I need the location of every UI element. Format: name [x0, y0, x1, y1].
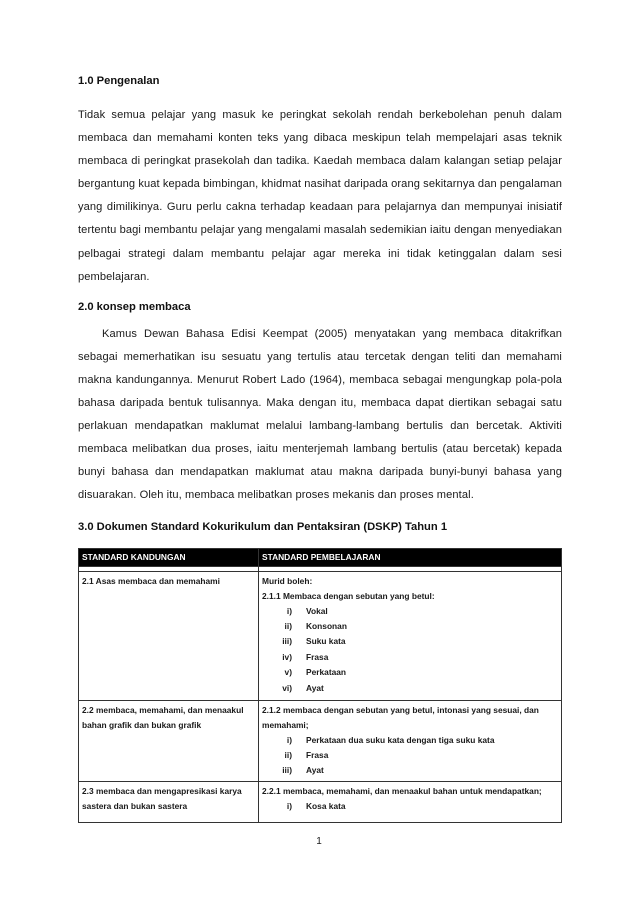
list-item: ii) Frasa — [284, 749, 329, 760]
list-item: i) Vokal — [286, 605, 328, 616]
list-item: i) Perkataan dua suku kata dengan tiga suku kata — [286, 734, 495, 745]
pembelajaran-list — [262, 604, 558, 696]
pembelajaran-cell — [259, 700, 562, 781]
pembelajaran-list — [262, 799, 558, 814]
list-item: i) Kosa kata — [286, 800, 346, 811]
page-content — [78, 74, 562, 823]
section-heading-konsep-membaca: 2.0 konsep membaca — [78, 300, 191, 313]
pembelajaran-intro: Murid boleh: — [262, 575, 313, 586]
kandungan-cell: 2.1 Asas membaca dan memahami — [79, 571, 259, 700]
list-item: iii) Suku kata — [282, 636, 346, 647]
list-item: iii) Ayat — [282, 765, 324, 776]
pembelajaran-sub: 2.1.2 membaca dengan sebutan yang betul, intonasi yang sesuai, dan memahami; — [262, 704, 539, 730]
pembelajaran-cell — [259, 781, 562, 822]
table-row — [79, 700, 562, 781]
dskp-table — [78, 548, 562, 823]
pembelajaran-sub: 2.2.1 membaca, memahami, dan menaakul bahan untuk mendapatkan; — [262, 785, 542, 796]
page-number: 1 — [316, 836, 322, 847]
list-item: ii) Konsonan — [284, 620, 347, 631]
table-row — [79, 781, 562, 822]
kandungan-cell: 2.3 membaca dan mengapresikasi karya sastera dan bukan sastera — [79, 781, 259, 822]
list-item: vi) Ayat — [282, 682, 324, 693]
paragraph-konsep-membaca: Kamus Dewan Bahasa Edisi Keempat (2005) menyatakan yang membaca ditakrifkan sebagai memerhatikan isu sesuatu yang tertulis atau tercetak dengan teliti dan memahami makna kandungannya. Menurut Robert Lado (1964), membaca sebagai mengungkap pola-pola bahasa daripada bentuk tulisannya. Maka dengan itu, membaca dapat diertikan sebagai satu perlakuan mendapatkan maklumat melalui lambang-lambang bertulis dan bercetak. Aktiviti membaca melibatkan dua proses, iaitu menterjemah lambang bertulis (atau bercetak) kepada bunyi bahasa dan mendapatkan maklumat atau makna daripada bunyi-bunyi bahasa yang disuarakan. Oleh itu, membaca melibatkan proses mekanis dan proses mental. — [78, 327, 562, 502]
section-heading-pengenalan: 1.0 Pengenalan — [78, 75, 160, 87]
paragraph-pengenalan: Tidak semua pelajar yang masuk ke peringkat sekolah rendah berkebolehan penuh dalam membaca dan memahami konten teks yang dibaca meskipun telah mempelajari asas teknik membaca di peringkat prasekolah dan tadika. Kaedah membaca dalam kalangan setiap pelajar bergantung kuat kepada bimbingan, khidmat nasihat daripada orang sekitarnya dan pengalaman yang dimilikinya. Guru perlu cakna terhadap keadaan para pelajarnya dan mempunyai inisiatif tertentu bagi membantu pelajar yang mengalami masalah sedemikian iaitu dengan menyediakan pelbagai strategi dalam membantu pelajar agar mereka ini tidak ketinggalan dalam sesi pembelajaran. — [78, 109, 562, 283]
list-item: iv) Frasa — [282, 651, 329, 662]
table-row — [79, 571, 562, 700]
pembelajaran-list — [262, 733, 558, 779]
pembelajaran-sub: 2.1.1 Membaca dengan sebutan yang betul: — [262, 590, 435, 601]
header-standard-pembelajaran: STANDARD PEMBELAJARAN — [259, 548, 562, 566]
header-standard-kandungan: STANDARD KANDUNGAN — [79, 548, 259, 566]
list-item: v) Perkataan — [284, 667, 347, 678]
section-heading-dskp: 3.0 Dokumen Standard Kokurikulum dan Pentaksiran (DSKP) Tahun 1 — [78, 520, 448, 533]
table-header-row — [79, 548, 562, 566]
pembelajaran-cell — [259, 571, 562, 700]
kandungan-cell: 2.2 membaca, memahami, dan menaakul bahan grafik dan bukan grafik — [79, 700, 259, 781]
